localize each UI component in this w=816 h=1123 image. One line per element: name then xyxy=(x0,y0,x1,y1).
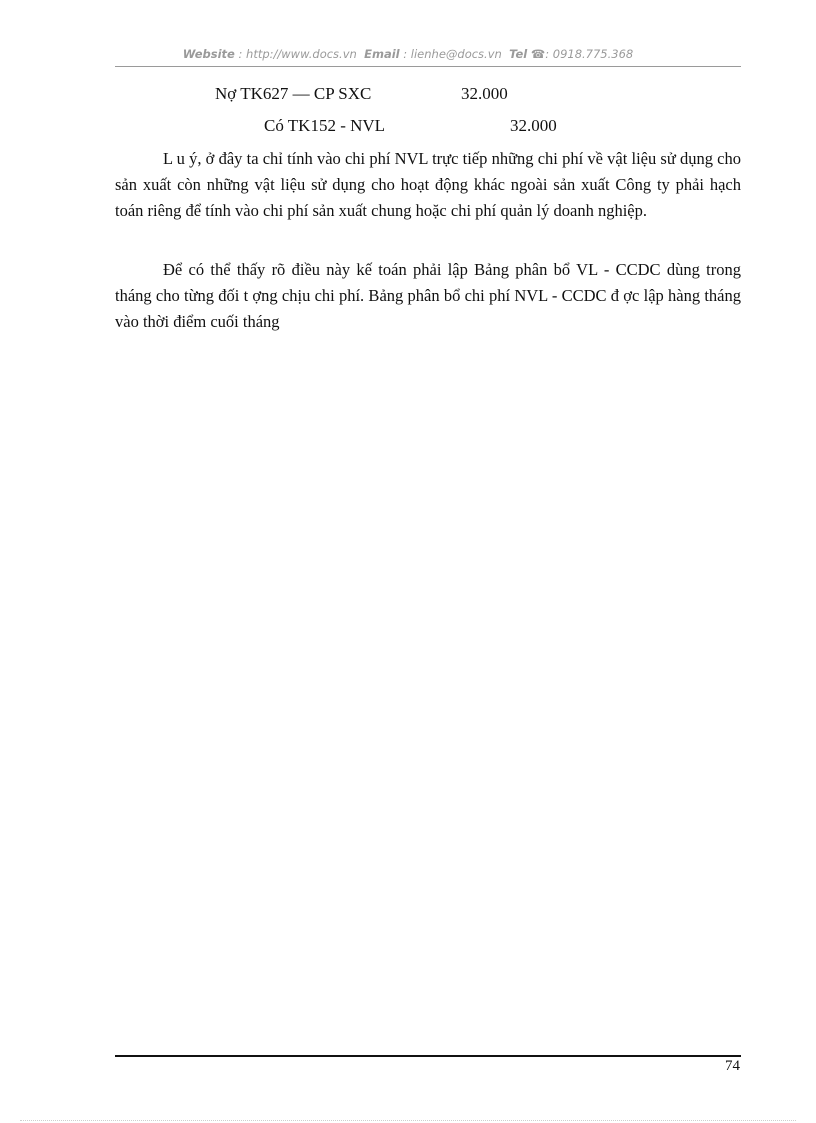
body-paragraph: L u ý, ở đây ta chỉ tính vào chi phí NVL trực tiếp những chi phí về vật liệu sử dụng cho sản xuất còn những vật liệu sử dụng cho hoạt động khác ngoài sản xuất Công ty phải hạch toán riêng để tính vào chi phí sản xuất chung hoặc chi phí quản lý doanh nghiệp. xyxy=(115,149,741,220)
page-header xyxy=(0,47,816,61)
entry-account: Nợ TK627 — CP SXC xyxy=(215,84,372,103)
entry-account: Có TK152 - NVL xyxy=(264,116,386,135)
phone-icon: ☎ xyxy=(530,47,546,61)
tel-label: Tel xyxy=(509,47,528,61)
journal-entry-credit xyxy=(264,116,557,136)
page-number: 74 xyxy=(725,1058,740,1074)
tel-value: : 0918.775.368 xyxy=(545,47,634,61)
journal-entry-debit xyxy=(215,84,508,104)
footer-divider xyxy=(115,1055,741,1057)
body-paragraph: Để có thể thấy rõ điều này kế toán phải lập Bảng phân bổ VL - CCDC dùng trong tháng cho từng đối t ợng chịu chi phí. Bảng phân bổ chi phí NVL - CCDC đ ợc lập hàng tháng vào thời điểm cuối tháng xyxy=(115,260,741,331)
email-value: : lienhe@docs.vn xyxy=(403,47,502,61)
entry-amount: 32.000 xyxy=(461,84,508,103)
website-label: Website xyxy=(182,47,235,61)
header-divider xyxy=(115,66,741,67)
email-label: Email xyxy=(364,47,400,61)
entry-amount: 32.000 xyxy=(510,116,557,135)
website-value: : http://www.docs.vn xyxy=(238,47,357,61)
bottom-dotted-border xyxy=(20,1120,796,1121)
